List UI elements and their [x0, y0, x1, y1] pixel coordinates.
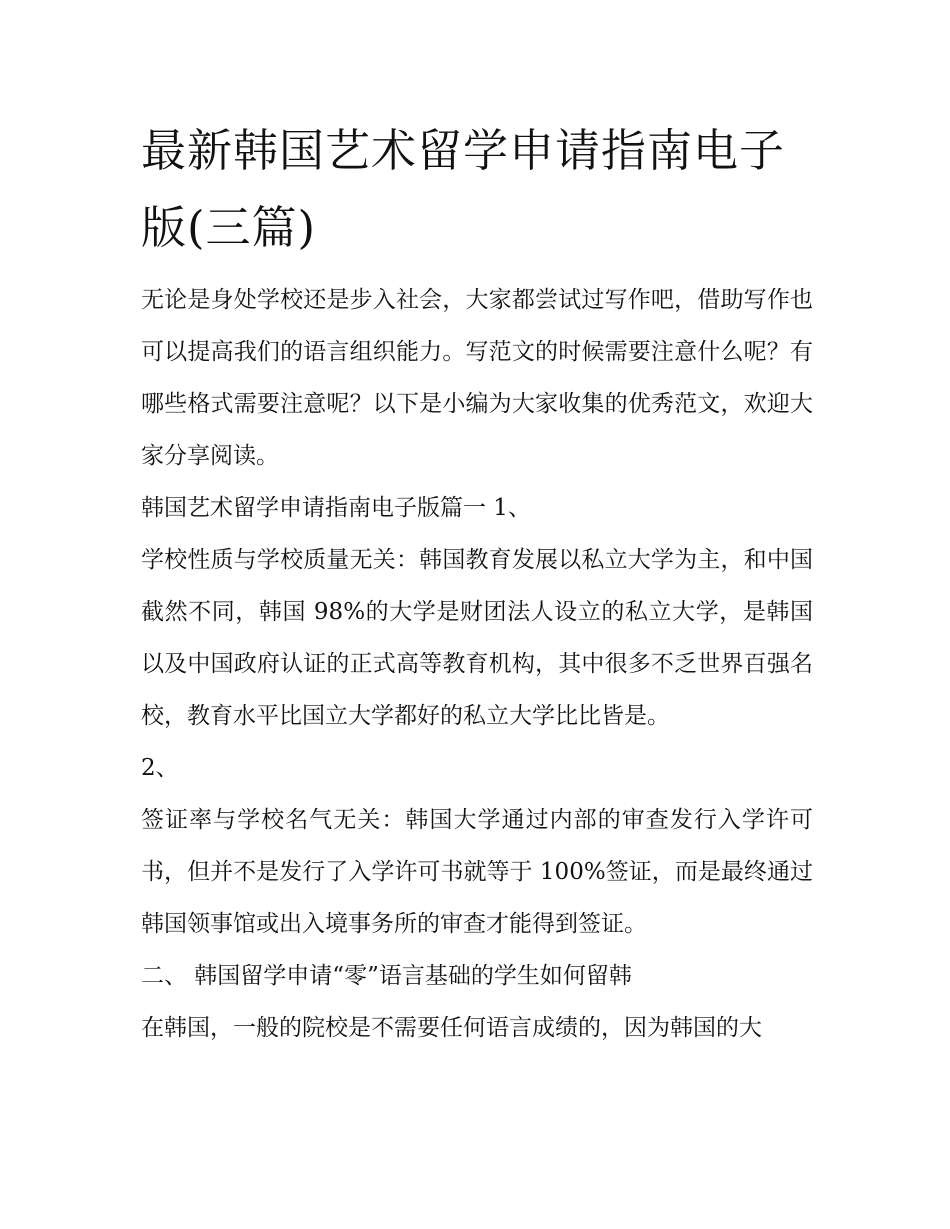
intro-paragraph: 无论是身处学校还是步入社会，大家都尝试过写作吧，借助写作也可以提高我们的语言组织能力。写范文的时候需要注意什么呢？有哪些格式需要注意呢？以下是小编为大家收集的优秀范文，欢迎大家分享阅读。 — [141, 287, 813, 469]
section-heading: 韩国艺术留学申请指南电子版篇一 1、 — [141, 495, 531, 521]
document-content — [141, 112, 813, 1054]
subheading: 二、 韩国留学申请“零”语言基础的学生如何留韩 — [141, 963, 632, 989]
point-2-paragraph: 签证率与学校名气无关：韩国大学通过内部的审查发行入学许可书，但并不是发行了入学许可书就等于 100%签证，而是最终通过韩国领事馆或出入境事务所的审查才能得到签证。 — [141, 807, 813, 937]
point-1-paragraph: 学校性质与学校质量无关：韩国教育发展以私立大学为主，和中国截然不同，韩国 98%的大学是财团法人设立的私立大学，是韩国以及中国政府认证的正式高等教育机构，其中很多不乏世界百强名校，教育水平比国立大学都好的私立大学比比皆是。 — [141, 547, 813, 729]
document-title: 最新韩国艺术留学申请指南电子版(三篇) — [141, 124, 786, 254]
point-2-number: 2、 — [141, 755, 179, 781]
last-paragraph: 在韩国，一般的院校是不需要任何语言成绩的，因为韩国的大 — [141, 1015, 762, 1041]
